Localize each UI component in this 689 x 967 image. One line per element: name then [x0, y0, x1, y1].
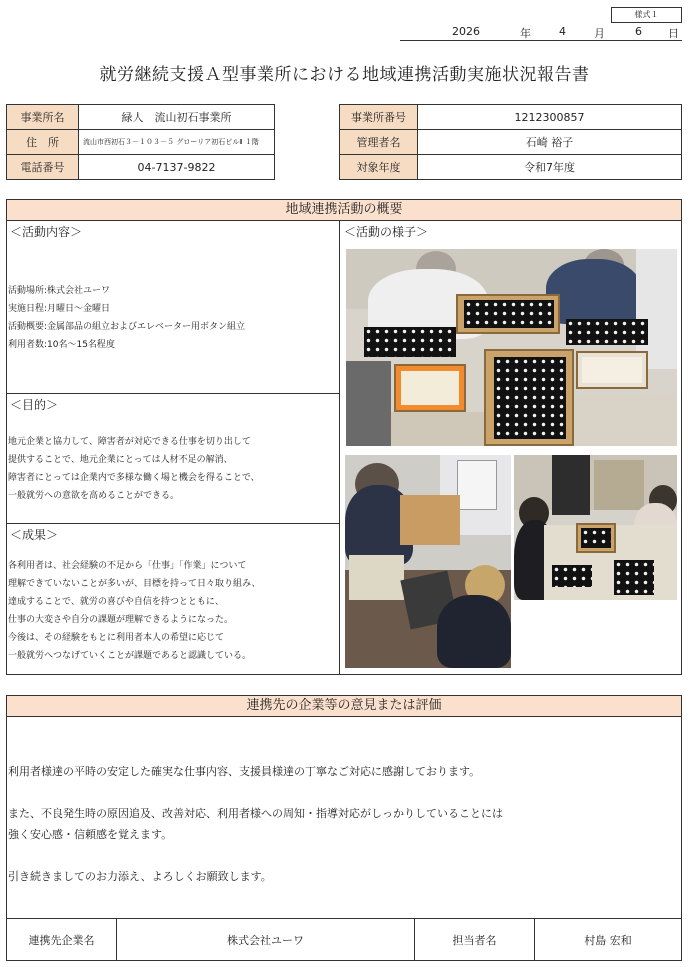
evaluation-header: 連携先の企業等の意見または評価: [6, 695, 682, 717]
photo-label: ＜活動の様子＞: [344, 225, 429, 239]
partner-value: 株式会社ユーワ: [117, 919, 415, 961]
purpose-line: 提供することで、地元企業にとっては人材不足の解消、: [8, 455, 233, 465]
contact-value: 村島 宏和: [535, 919, 682, 961]
date-month-unit: 月: [594, 27, 605, 40]
evaluation-line: また、不良発生時の原因追及、改善対応、利用者様への周知・指導対応がしっかりしていることには: [8, 807, 503, 820]
activity-label: ＜活動内容＞: [10, 225, 83, 239]
target-year-label: 対象年度: [340, 155, 418, 180]
partner-label: 連携先企業名: [7, 919, 117, 961]
activity-content: [8, 282, 338, 354]
office-name-label: 事業所名: [7, 105, 79, 130]
purpose-label: ＜目的＞: [10, 398, 59, 412]
activity-photo-2: [345, 455, 511, 668]
office-info-table: [6, 104, 275, 180]
document-title: 就労継続支援Ａ型事業所における地域連携活動実施状況報告書: [99, 65, 590, 85]
manager-label: 管理者名: [340, 130, 418, 155]
date-year: 2026: [452, 25, 480, 38]
activity-line: 活動場所:株式会社ユーワ: [8, 286, 111, 296]
contact-label: 担当者名: [415, 919, 535, 961]
partner-table: [6, 918, 682, 961]
evaluation-content: [8, 761, 678, 887]
office-name-value: 緑人 流山初石事業所: [79, 105, 275, 130]
result-label: ＜成果＞: [10, 528, 59, 542]
activity-line: 活動概要:金属部品の組立およびエレベーター用ボタン組立: [8, 322, 246, 332]
purpose-line: 一般就労への意欲を高めることができる。: [8, 491, 180, 501]
activity-line: 利用者数:10名～15名程度: [8, 340, 115, 350]
date-year-unit: 年: [520, 27, 531, 40]
result-line: 一般就労へつなげていくことが課題であると認識している。: [8, 651, 252, 661]
office-number-label: 事業所番号: [340, 105, 418, 130]
result-line: 達成することで、就労の喜びや自信を持つとともに、: [8, 597, 224, 607]
activity-photo-1: [346, 249, 677, 446]
evaluation-line: 強く安心感・信頼感を覚えます。: [8, 828, 173, 841]
result-line: 今後は、その経験をもとに利用者本人の希望に応じて: [8, 633, 225, 643]
evaluation-line: 引き続きましてのお力添え、よろしくお願致します。: [8, 870, 272, 883]
address-value: 流山市西初石３－１０３－５ グローリア初石ビルⅡ １階: [79, 130, 275, 155]
purpose-line: 障害者にとっては企業内で多様な働く場と機会を得ることで、: [8, 473, 260, 483]
result-line: 各利用者は、社会経験の不足から「仕事」「作業」について: [8, 561, 247, 571]
result-line: 理解できていないことが多いが、目標を持って日々取り組み、: [8, 579, 261, 589]
evaluation-line: [8, 782, 678, 803]
address-label: 住 所: [7, 130, 79, 155]
office-detail-table: [339, 104, 682, 180]
activity-line: 実施日程:月曜日～金曜日: [8, 304, 111, 314]
date-month: 4: [559, 25, 566, 38]
purpose-result-divider: [6, 523, 340, 524]
purpose-content: [8, 433, 338, 505]
manager-value: 石崎 裕子: [418, 130, 682, 155]
report-date: [400, 25, 682, 41]
phone-value: 04-7137-9822: [79, 155, 275, 180]
evaluation-line: 利用者様達の平時の安定した確実な仕事内容、支援員様達の丁寧なご対応に感謝しております。: [8, 765, 481, 778]
phone-label: 電話番号: [7, 155, 79, 180]
target-year-value: 令和7年度: [418, 155, 682, 180]
activity-purpose-divider: [6, 393, 340, 394]
date-day: 6: [635, 25, 642, 38]
evaluation-line: [8, 845, 678, 866]
purpose-line: 地元企業と協力して、障害者が対応できる仕事を切り出して: [8, 437, 251, 447]
activity-photo-3: [514, 455, 677, 600]
result-line: 仕事の大変さや自分の課題が理解できるようになった。: [8, 615, 234, 625]
result-content: [8, 557, 338, 665]
office-number-value: 1212300857: [418, 105, 682, 130]
overview-divider: [339, 220, 340, 675]
overview-header: 地域連携活動の概要: [6, 199, 682, 221]
date-day-unit: 日: [668, 27, 679, 40]
form-number-badge: 様式１: [611, 7, 682, 23]
